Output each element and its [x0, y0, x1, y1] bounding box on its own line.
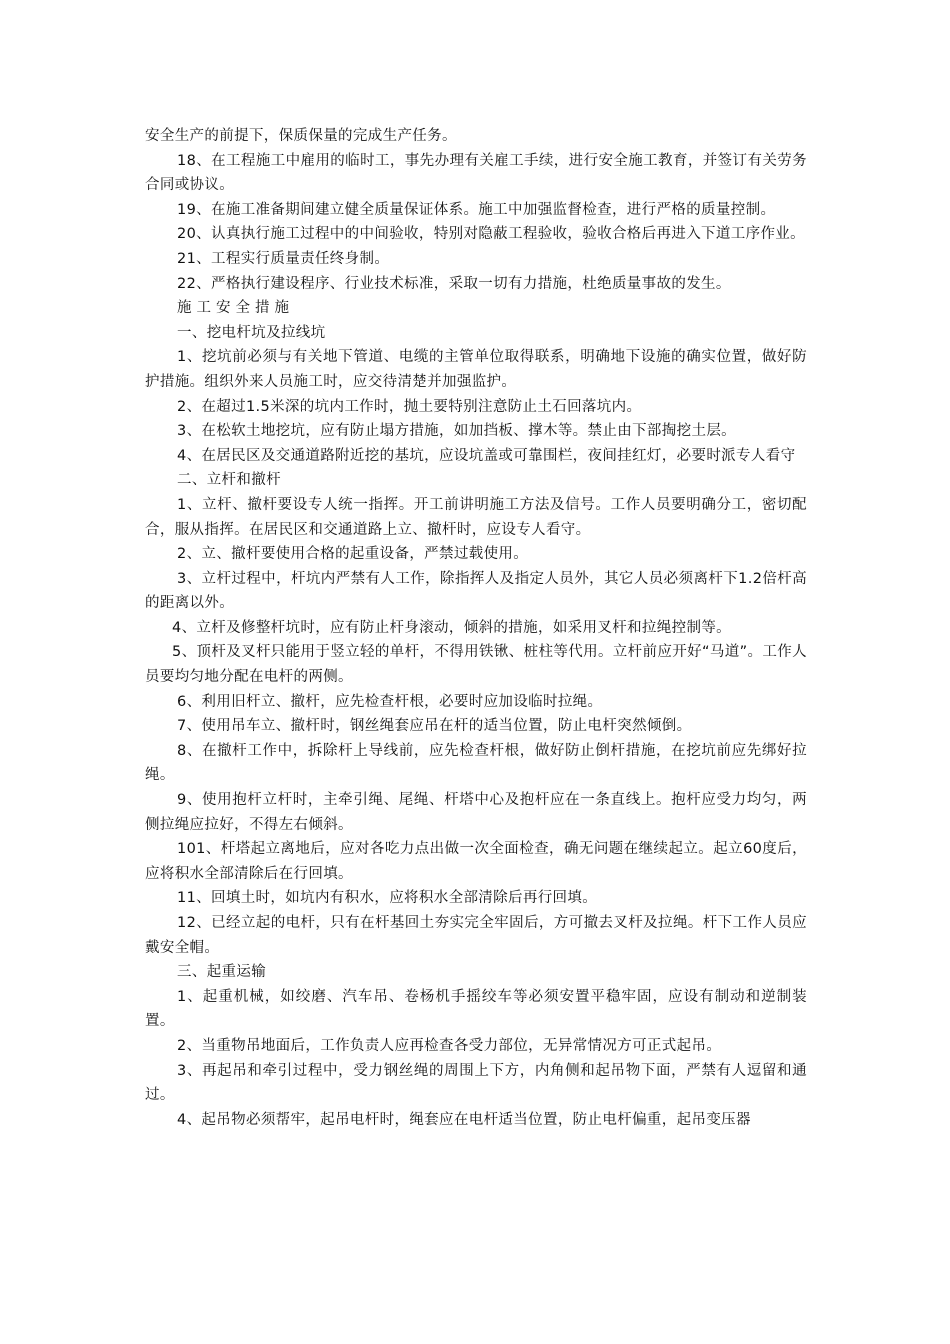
- paragraph: 4、起吊物必须帮牢，起吊电杆时，绳套应在电杆适当位置，防止电杆偏重，起吊变压器: [177, 1111, 751, 1128]
- section-heading: 施工安全措施: [177, 300, 294, 317]
- paragraph: 3、立杆过程中，杆坑内严禁有人工作，除指挥人及指定人员外，其它人员必须离杆下1.2倍杆高的距离以外。: [145, 570, 807, 612]
- paragraph: 2、在超过1.5米深的坑内工作时，抛土要特别注意防止土石回落坑内。: [177, 398, 642, 415]
- paragraph: 3、在松软土地挖坑，应有防止塌方措施，如加挡板、撑木等。禁止由下部掏挖土层。: [177, 423, 737, 440]
- paragraph: 21、工程实行质量责任终身制。: [177, 250, 390, 267]
- paragraph: 11、回填土时，如坑内有积水，应将积水全部清除后再行回填。: [177, 890, 598, 907]
- paragraph: 22、严格执行建设程序、行业技术标准，采取一切有力措施，杜绝质量事故的发生。: [177, 275, 731, 292]
- paragraph: 8、在撤杆工作中，拆除杆上导线前，应先检查杆根，做好防止倒杆措施，在挖坑前应先绑好拉绳。: [145, 742, 807, 784]
- paragraph: 2、立、撤杆要使用合格的起重设备，严禁过载使用。: [177, 546, 529, 563]
- paragraph: 101、杆塔起立离地后，应对各吃力点出做一次全面检查，确无问题在继续起立。起立60度后，应将积水全部清除后在行回填。: [145, 841, 807, 882]
- paragraph: 安全生产的前提下，保质保量的完成生产任务。: [145, 128, 457, 144]
- paragraph: 2、当重物吊地面后，工作负责人应再检查各受力部位，无异常情况方可正式起吊。: [177, 1037, 722, 1054]
- document-body: [145, 124, 807, 1132]
- paragraph: 18、在工程施工中雇用的临时工，事先办理有关雇工手续，进行安全施工教育，并签订有关劳务合同或协议。: [145, 152, 807, 194]
- subsection-heading: 一、挖电杆坑及拉线坑: [177, 324, 326, 341]
- paragraph: 5、顶杆及叉杆只能用于竖立轻的单杆，不得用铁锹、桩柱等代用。立杆前应开好“马道”。工作人员要均匀地分配在电杆的两侧。: [145, 644, 807, 686]
- paragraph: 3、再起吊和牵引过程中，受力钢丝绳的周围上下方，内角侧和起吊物下面，严禁有人逗留和通过。: [145, 1062, 807, 1104]
- paragraph: 7、使用吊车立、撤杆时，钢丝绳套应吊在杆的适当位置，防止电杆突然倾倒。: [177, 718, 692, 735]
- paragraph: 4、在居民区及交通道路附近挖的基坑，应设坑盖或可靠围栏，夜间挂红灯，必要时派专人看守: [177, 447, 796, 464]
- paragraph: 1、起重机械，如绞磨、汽车吊、卷杨机手摇绞车等必须安置平稳牢固，应设有制动和逆制装置。: [145, 988, 807, 1030]
- paragraph: 9、使用抱杆立杆时，主牵引绳、尾绳、杆塔中心及抱杆应在一条直线上。抱杆应受力均匀，两侧拉绳应拉好，不得左右倾斜。: [145, 792, 807, 833]
- subsection-heading: 三、起重运输: [177, 964, 267, 981]
- paragraph: 4、立杆及修整杆坑时，应有防止杆身滚动，倾斜的措施，如采用叉杆和拉绳控制等。: [172, 619, 732, 636]
- paragraph: 20、认真执行施工过程中的中间验收，特别对隐蔽工程验收，验收合格后再进入下道工序作业。: [177, 226, 805, 243]
- paragraph: 12、已经立起的电杆，只有在杆基回土夯实完全牢固后，方可撤去叉杆及拉绳。杆下工作人员应戴安全帽。: [145, 915, 807, 956]
- paragraph: 19、在施工准备期间建立健全质量保证体系。施工中加强监督检查，进行严格的质量控制。: [177, 201, 776, 218]
- paragraph: 1、挖坑前必须与有关地下管道、电缆的主管单位取得联系，明确地下设施的确实位置，做好防护措施。组织外来人员施工时，应交待清楚并加强监护。: [145, 349, 807, 390]
- subsection-heading: 二、立杆和撤杆: [177, 472, 281, 489]
- paragraph: 1、立杆、撤杆要设专人统一指挥。开工前讲明施工方法及信号。工作人员要明确分工，密切配合，服从指挥。在居民区和交通道路上立、撤杆时，应设专人看守。: [145, 496, 807, 538]
- paragraph: 6、利用旧杆立、撤杆，应先检查杆根，必要时应加设临时拉绳。: [177, 693, 603, 710]
